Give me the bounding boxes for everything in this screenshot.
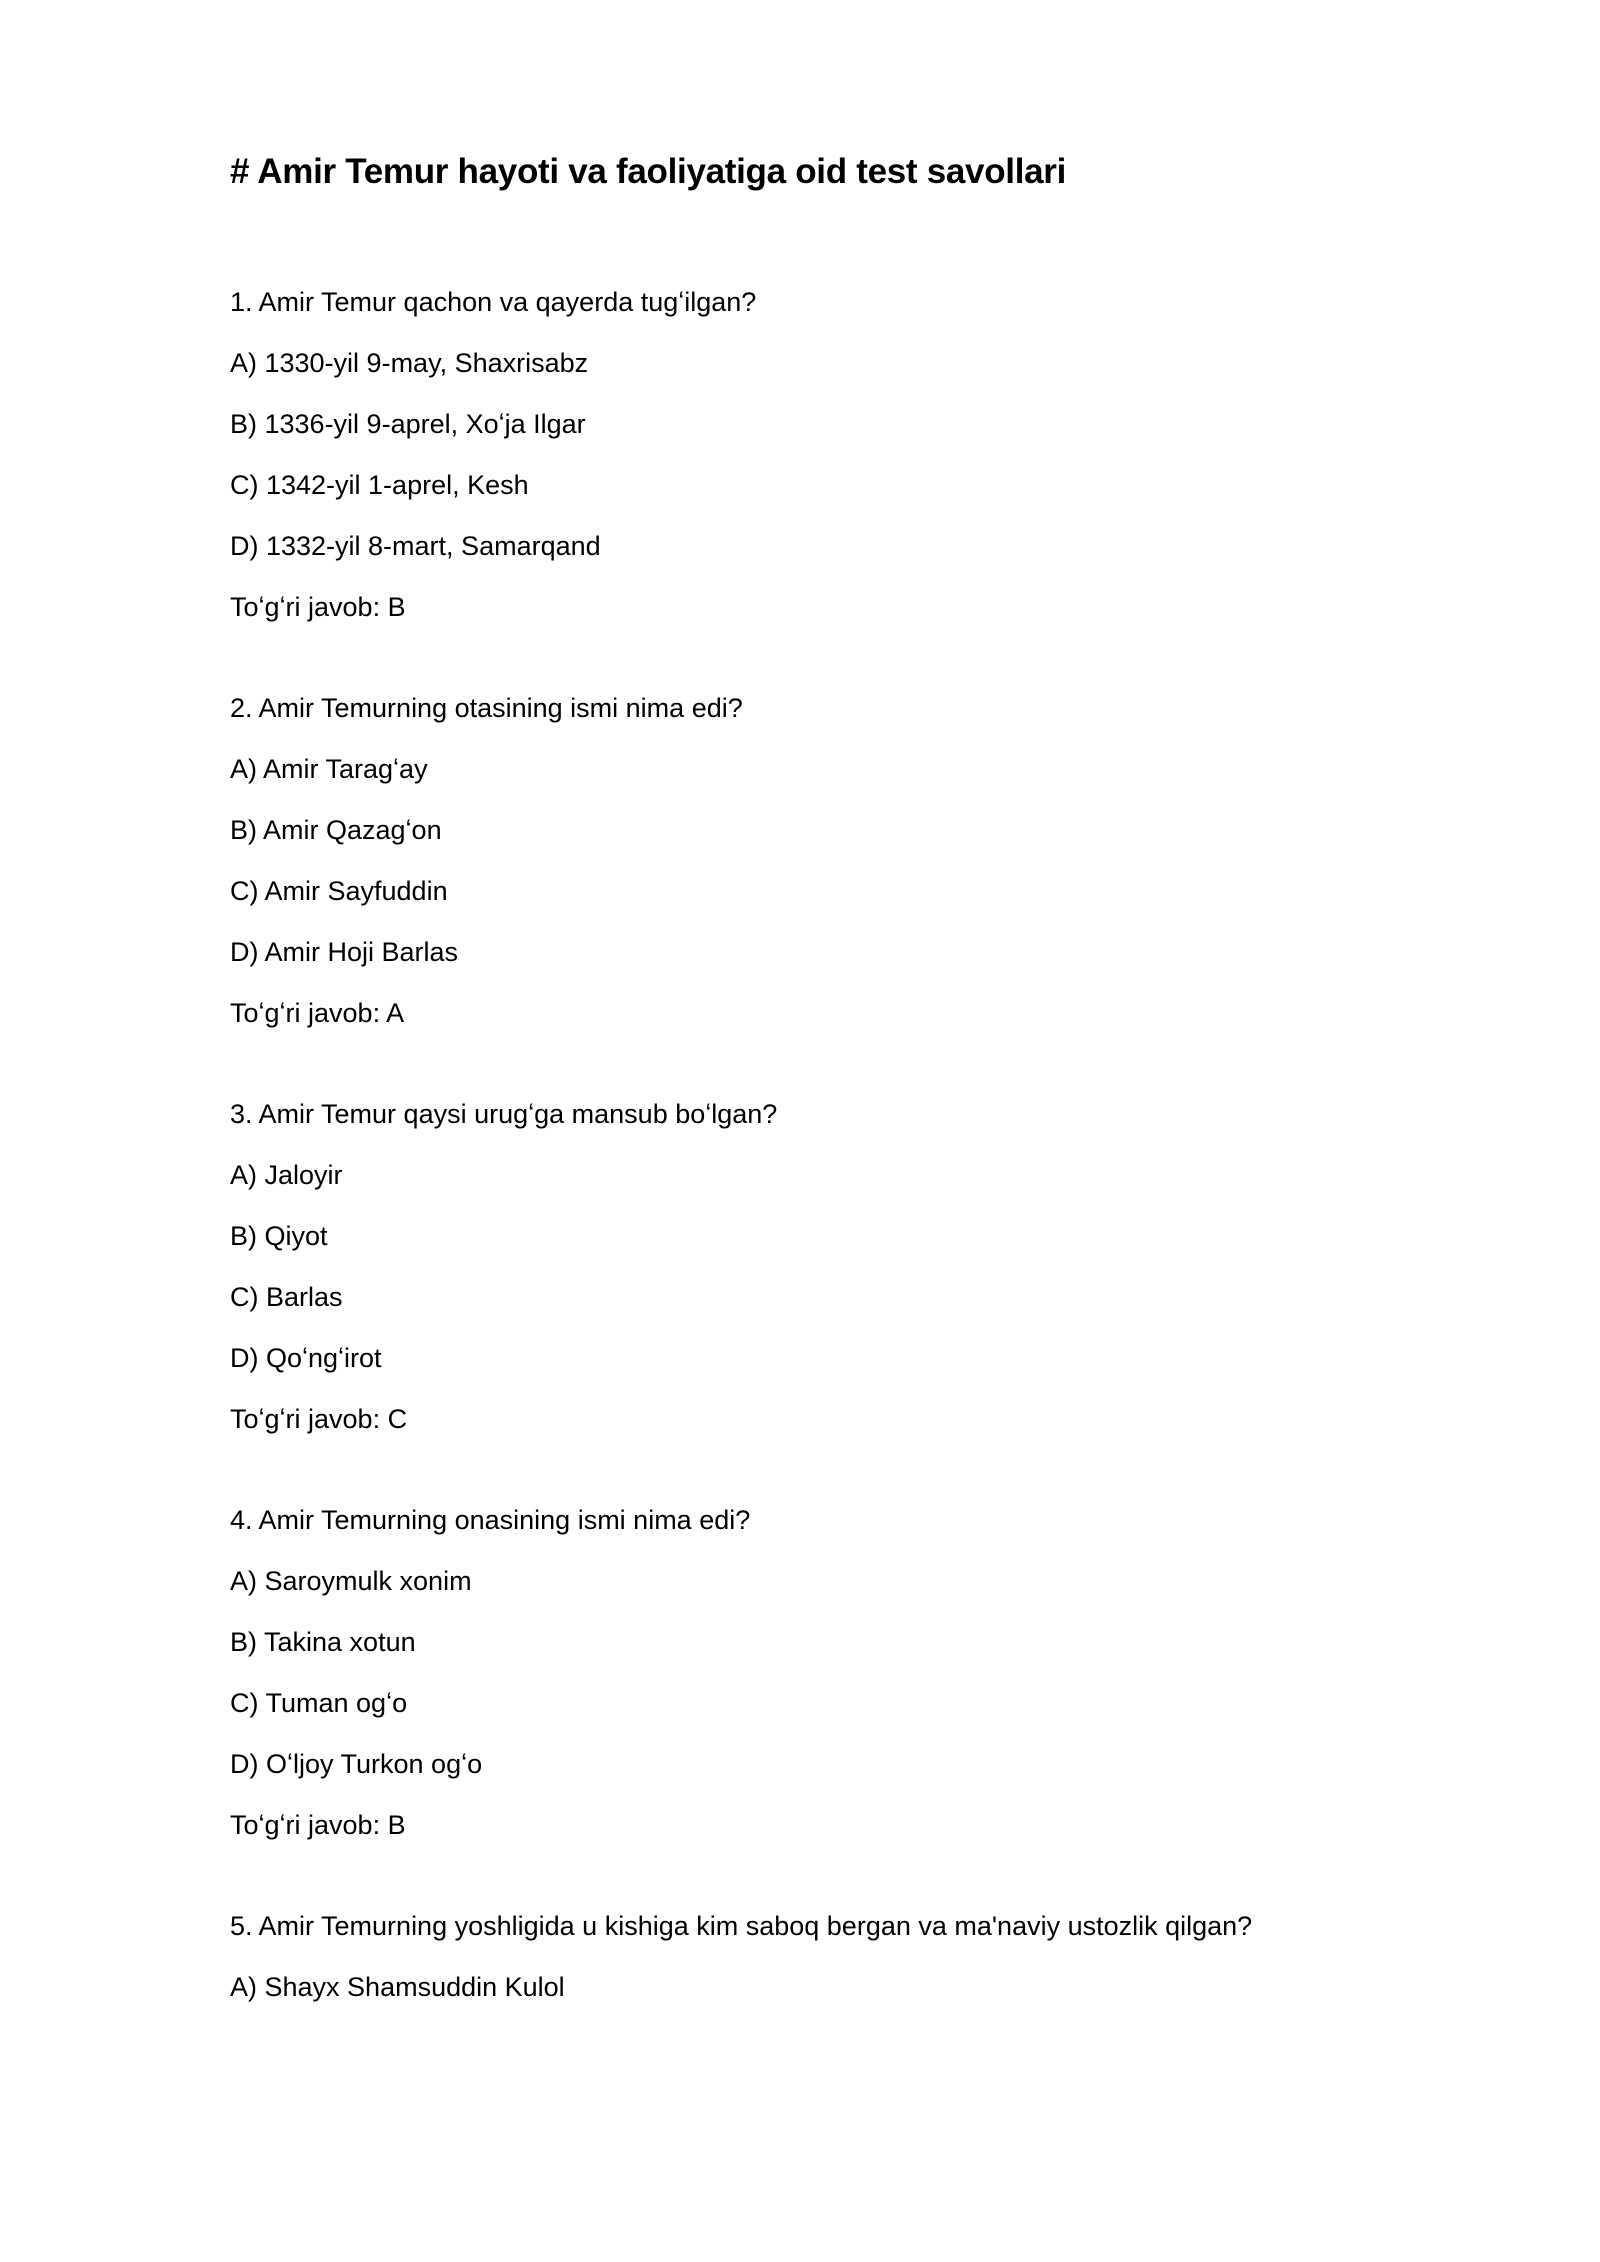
answer-option-d: D) Oʻljoy Turkon ogʻo [230,1749,483,1779]
question-text: 3. Amir Temur qaysi urugʻga mansub boʻlgan? [230,1099,778,1129]
answer-option-c: C) Amir Sayfuddin [230,876,448,906]
answer-option-b: B) Amir Qazagʻon [230,815,442,845]
correct-answer: Toʻgʻri javob: C [230,1404,408,1434]
correct-answer: Toʻgʻri javob: B [230,592,406,622]
answer-option-b: B) Qiyot [230,1221,328,1251]
answer-option-b: B) Takina xotun [230,1627,416,1657]
document-title: # Amir Temur hayoti va faoliyatiga oid test savollari [230,152,1067,191]
correct-answer: Toʻgʻri javob: B [230,1810,406,1840]
question-text: 5. Amir Temurning yoshligida u kishiga kim saboq bergan va ma'naviy ustozlik qilgan? [230,1911,1253,1941]
question-text: 4. Amir Temurning onasining ismi nima edi? [230,1505,751,1535]
answer-option-a: A) Saroymulk xonim [230,1566,472,1596]
answer-option-d: D) Amir Hoji Barlas [230,937,459,967]
answer-option-d: D) Qoʻngʻirot [230,1343,382,1373]
question-item [230,688,1380,1033]
answer-option-a: A) Jaloyir [230,1160,343,1190]
answer-option-d: D) 1332-yil 8-mart, Samarqand [230,531,601,561]
answer-option-c: C) Tuman ogʻo [230,1688,408,1718]
question-text: 2. Amir Temurning otasining ismi nima edi? [230,693,743,723]
question-text: 1. Amir Temur qachon va qayerda tugʻilgan? [230,287,757,317]
correct-answer: Toʻgʻri javob: A [230,998,405,1028]
question-item [230,1094,1380,1439]
answer-option-a: A) Amir Taragʻay [230,754,428,784]
answer-option-b: B) 1336-yil 9-aprel, Xoʻja Ilgar [230,409,586,439]
question-item [230,1500,1380,1845]
question-item [230,1906,1380,2007]
question-list [230,282,1380,2007]
document-content [230,150,1380,2068]
answer-option-c: C) 1342-yil 1-aprel, Kesh [230,470,529,500]
question-item [230,282,1380,627]
answer-option-c: C) Barlas [230,1282,343,1312]
answer-option-a: A) 1330-yil 9-may, Shaxrisabz [230,348,589,378]
answer-option-a: A) Shayx Shamsuddin Kulol [230,1972,565,2002]
